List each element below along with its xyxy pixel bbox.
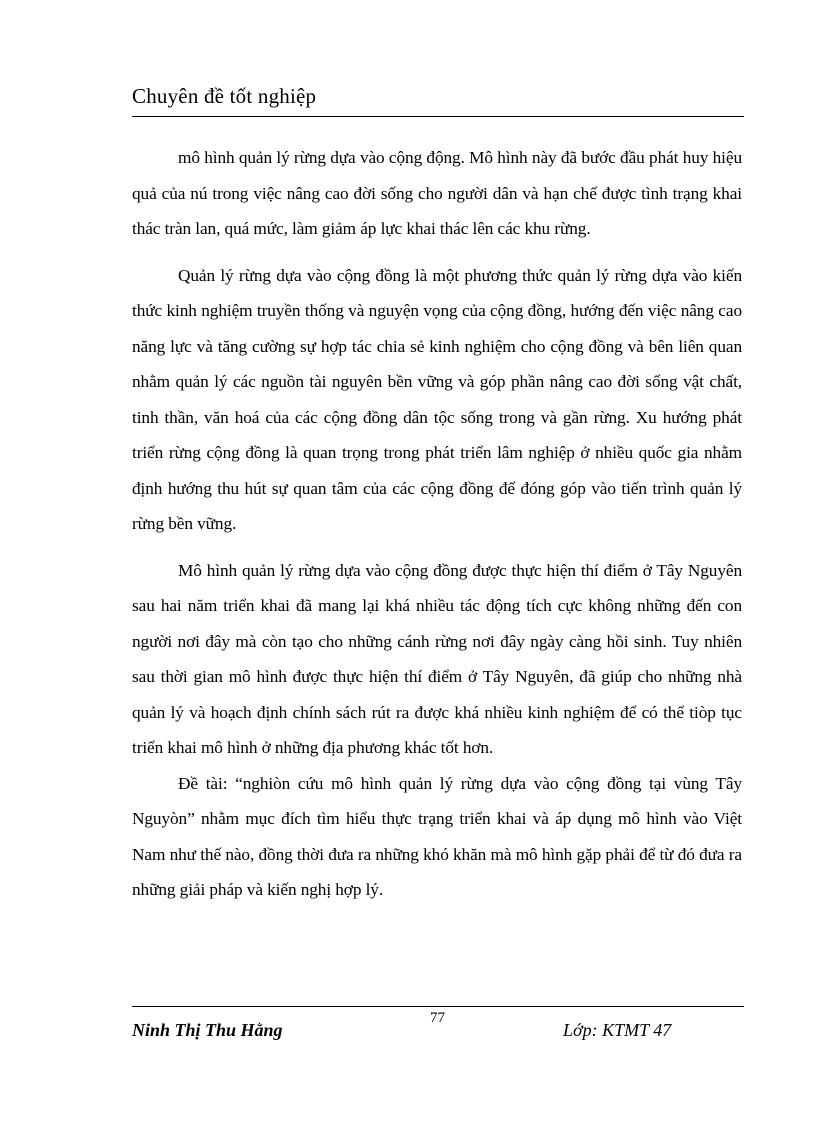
page-number: 77 (430, 1010, 445, 1026)
paragraph-1: mô hình quản lý rừng dựa vào cộng động. Mô hình này đã bước đầu phát huy hiệu quả của nú trong việc nâng cao đời sống cho người dân và hạn chế được tình trạng khai thác tràn lan, quá mức, làm giảm áp lực khai thác lên các khu rừng. (132, 148, 742, 238)
class-label: Lớp: KTMT 47 (563, 1020, 672, 1040)
document-body (132, 140, 742, 908)
page-header (132, 80, 744, 117)
author-name: Ninh Thị Thu Hằng (132, 1020, 283, 1040)
paragraph-2: Quản lý rừng dựa vào cộng đồng là một phương thức quản lý rừng dựa vào kiến thức kinh nghiệm truyền thống và nguyện vọng của cộng đồng, hướng đến việc nâng cao năng lực và tăng cường sự hợp tác chia sẻ kinh nghiệm cho cộng đồng và bên liên quan nhằm quản lý các nguồn tài nguyên bền vững và góp phần nâng cao đời sống vật chất, tinh thần, văn hoá của các cộng đồng dân tộc sống trong và gần rừng. Xu hướng phát triển rừng cộng đồng là quan trọng trong phát triển lâm nghiệp ở nhiều quốc gia nhằm định hướng thu hút sự quan tâm của các cộng đồng để đóng góp vào tiến trình quản lý rừng bền vững. (132, 265, 742, 533)
paragraph-3: Mô hình quản lý rừng dựa vào cộng đồng được thực hiện thí điểm ở Tây Nguyên sau hai năm triển khai đã mang lại khá nhiều tác động tích cực không những đến con người nơi đây mà còn tạo cho những cánh rừng nơi đây ngày càng hồi sinh. Tuy nhiên sau thời gian mô hình được thực hiện thí điểm ở Tây Nguyên, đã giúp cho những nhà quản lý và hoạch định chính sách rút ra được khá nhiều kinh nghiệm để có thể tiòp tục triển khai mô hình ở những địa phương khác tốt hơn. (132, 560, 742, 757)
footer-divider (132, 1006, 744, 1007)
header-title: Chuyên đề tốt nghiệp (132, 84, 317, 108)
paragraph-4: Đề tài: “nghiòn cứu mô hình quản lý rừng dựa vào cộng đồng tại vùng Tây Nguyòn” nhằm mục đích tìm hiểu thực trạng triển khai và áp dụng mô hình vào Việt Nam như thế nào, đồng thời đưa ra những khó khăn mà mô hình gặp phải để từ đó đưa ra những giải pháp và kiến nghị hợp lý. (132, 773, 742, 899)
